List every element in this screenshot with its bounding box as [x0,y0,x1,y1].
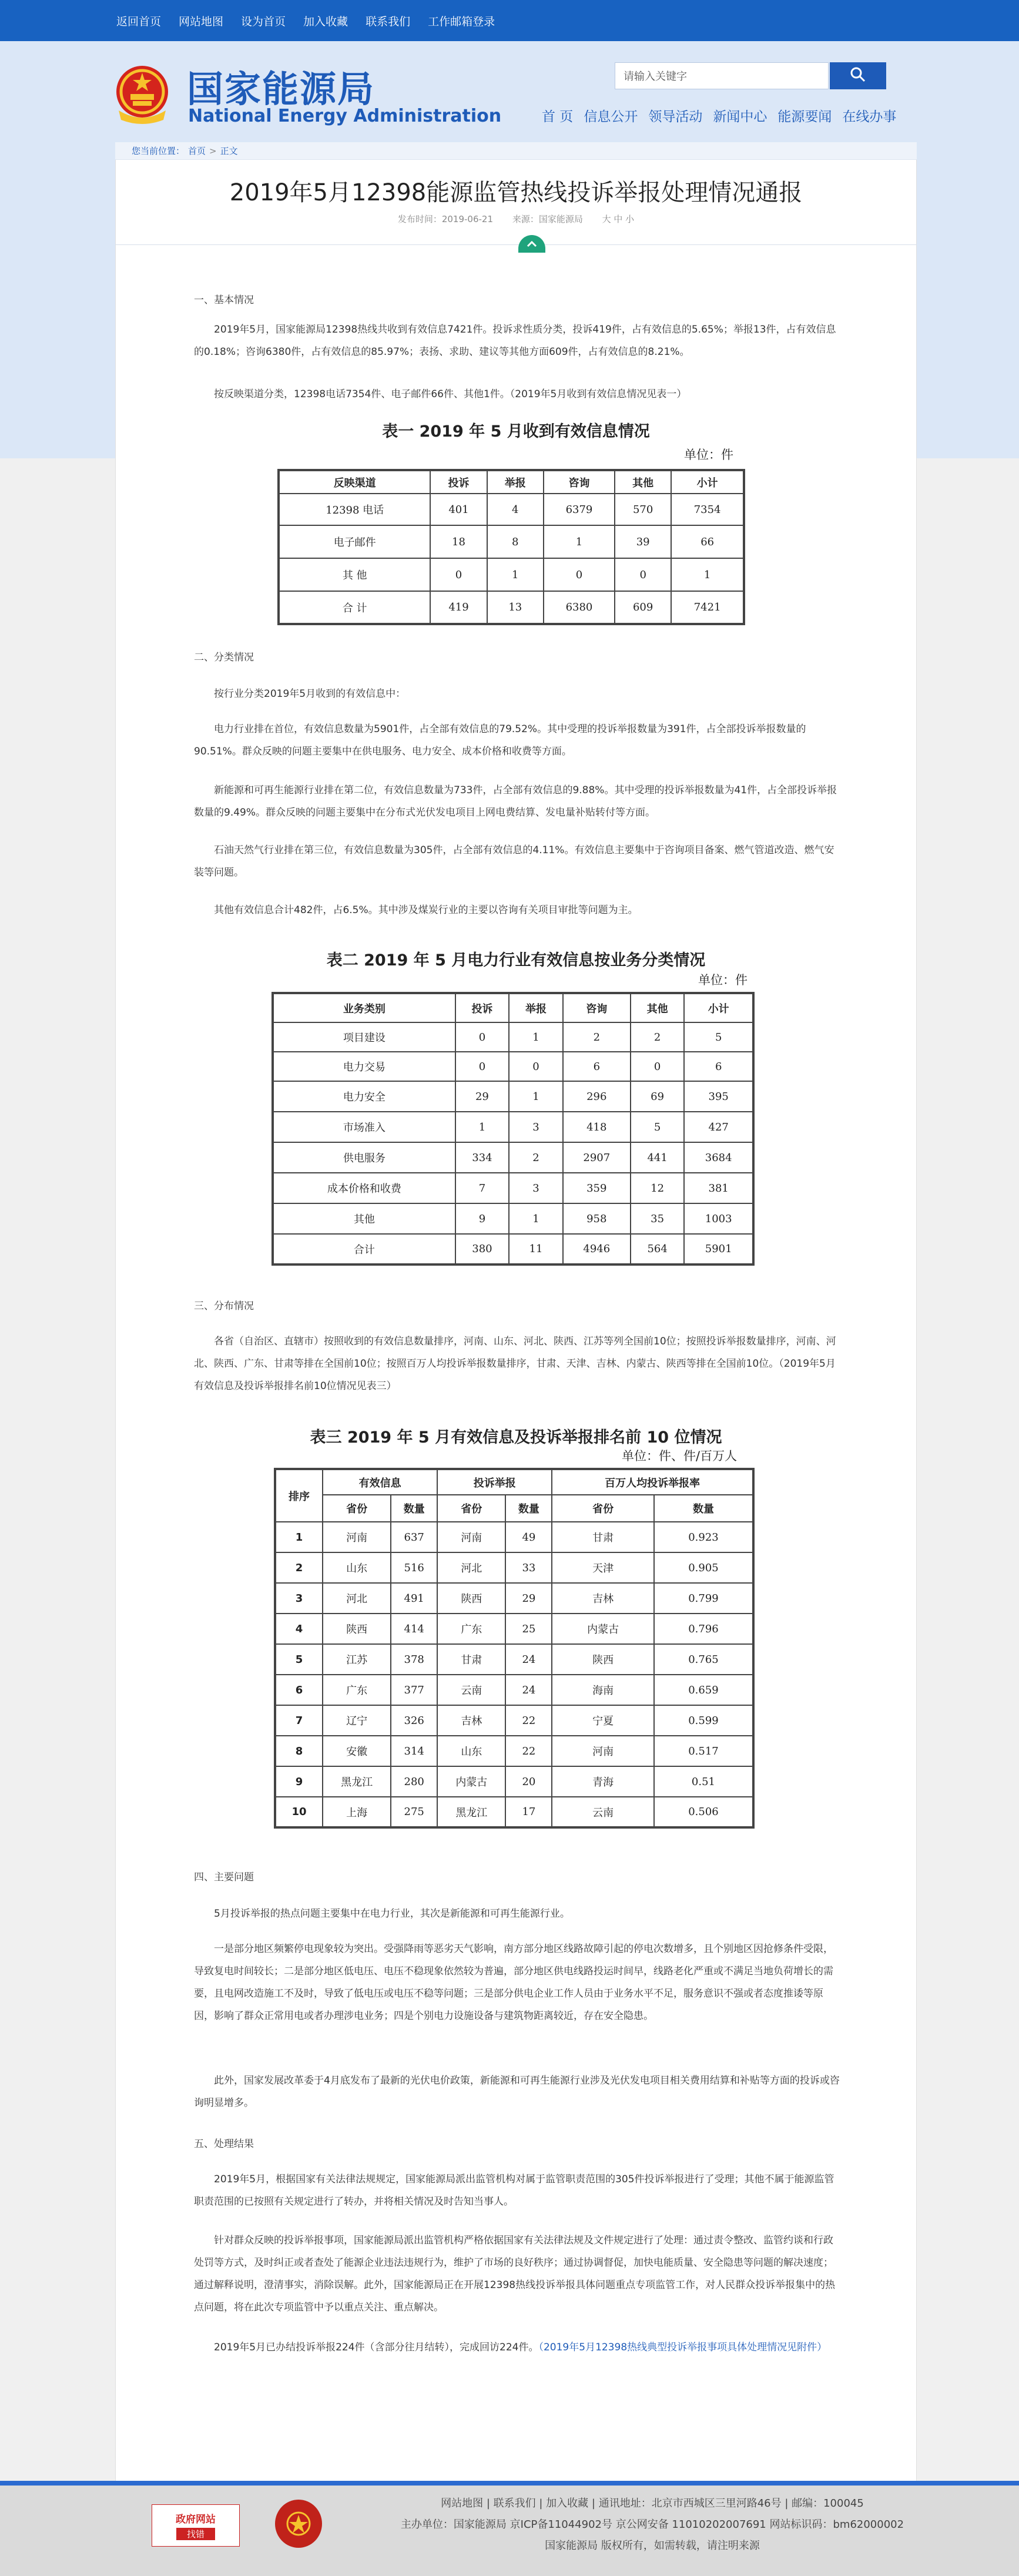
national-emblem-logo[interactable] [113,63,172,125]
table-cell: 24 [505,1675,552,1705]
paragraph: 此外，国家发展改革委于4月底发布了最新的光伏电价政策，新能源和可再生能源行业涉及光伏发电项目相关费用结算和补贴等方面的投诉或咨询明显增多。 [194,2075,840,2109]
table-row [275,1522,753,1552]
table-row [279,558,744,591]
rank-cell: 9 [275,1766,323,1797]
table3 [274,1468,755,1829]
table-cell: 1 [544,525,615,558]
table-cell: 青海 [552,1766,654,1797]
table-cell: 0.659 [654,1675,753,1705]
table-cell: 内蒙古 [437,1766,505,1797]
main-nav [542,106,907,125]
table-cell: 河北 [437,1552,505,1583]
table-cell: 381 [684,1173,753,1203]
table-cell: 380 [455,1234,510,1264]
article-meta [115,213,917,225]
table-cell: 414 [391,1614,437,1644]
table-cell: 市场准入 [273,1112,455,1142]
table-cell: 广东 [437,1614,505,1644]
table-cell: 1 [455,1112,510,1142]
table-row [279,494,744,525]
table-cell: 安徽 [323,1736,391,1766]
table-cell: 陕西 [552,1644,654,1675]
table2-unit: 单位：件 [698,973,748,987]
table-cell: 377 [391,1675,437,1705]
table-cell: 35 [631,1203,685,1234]
table-cell: 3 [509,1173,563,1203]
table-cell: 河南 [552,1736,654,1766]
table-cell: 418 [563,1112,631,1142]
table-cell: 黑龙江 [323,1766,391,1797]
table-cell: 8 [487,525,544,558]
table-header: 其他 [615,470,671,494]
table-cell: 25 [505,1614,552,1644]
table-cell: 合 计 [279,591,430,624]
table-cell: 1 [509,1081,563,1112]
table-cell: 13 [487,591,544,624]
table-row [273,1173,753,1203]
table-header: 排序 [275,1469,323,1522]
table-cell: 1 [487,558,544,591]
table-row [273,1052,753,1081]
footer-copyright: 国家能源局 版权所有，如需转载，请注明来源 [545,2540,760,2552]
table1-title: 表一 2019 年 5 月收到有效信息情况 [382,422,650,441]
table-cell: 0.765 [654,1644,753,1675]
table-cell: 辽宁 [323,1705,391,1736]
rank-cell: 4 [275,1614,323,1644]
rank-cell: 10 [275,1797,323,1827]
footer-links[interactable]: 网站地图 | 联系我们 | 加入收藏 | 通讯地址：北京市西城区三里河路46号 | 邮编：100045 [441,2497,864,2510]
table-cell: 0.599 [654,1705,753,1736]
site-name-en[interactable]: National Energy Administration [188,106,502,126]
table-cell: 2 [509,1142,563,1173]
table-cell: 20 [505,1766,552,1797]
table-header: 百万人均投诉举报率 [552,1469,753,1495]
rank-cell: 2 [275,1552,323,1583]
rank-cell: 1 [275,1522,323,1552]
table-row [275,1705,753,1736]
table-cell: 3 [509,1112,563,1142]
table-cell: 云南 [437,1675,505,1705]
paragraph: 5月投诉举报的热点问题主要集中在电力行业，其次是新能源和可再生能源行业。 [214,1908,570,1920]
table-subheader: 数量 [505,1495,552,1522]
nav-energy-news[interactable]: 能源要闻 [777,109,832,125]
table-cell: 2907 [563,1142,631,1173]
table-cell: 黑龙江 [437,1797,505,1827]
search-button[interactable] [830,62,886,89]
table-cell: 0.796 [654,1614,753,1644]
table-row [275,1552,753,1583]
table-cell: 564 [631,1234,685,1264]
table-cell: 49 [505,1522,552,1552]
table-cell: 334 [455,1142,510,1173]
table-row [273,1022,753,1052]
rank-cell: 7 [275,1705,323,1736]
table-cell: 4 [487,494,544,525]
table-cell: 其 他 [279,558,430,591]
table1 [277,469,745,625]
table-cell: 成本价格和收费 [273,1173,455,1203]
table-row [275,1675,753,1705]
table-cell: 河南 [323,1522,391,1552]
table-header: 反映渠道 [279,470,430,494]
table-cell: 401 [430,494,487,525]
table-cell: 甘肃 [552,1522,654,1552]
paragraph: 针对群众反映的投诉举报事项，国家能源局派出监管机构严格依据国家有关法律法规及文件规定进行了处理：通过责令整改、监管约谈和行政处罚等方式，及时纠正或者查处了能源企业违法违规行为，维护了市场的良好秩序；通过协调督促，加快电能质量、安全隐患等问题的解决速度；通过解释说明，澄清事实，消除误解。此外，国家能源局正在开展12398热线投诉举报具体问题重点专项监管工作，对人民群众投诉举报集中的热点问题，将在此次专项监管中予以重点关注、重点解决。 [194,2235,836,2313]
table-cell: 山东 [437,1736,505,1766]
site-name-cn[interactable]: 国家能源局 [187,68,376,110]
table-cell: 29 [455,1081,510,1112]
table-cell: 宁夏 [552,1705,654,1736]
table-cell: 18 [430,525,487,558]
table-cell: 395 [684,1081,753,1112]
table-header: 咨询 [563,993,631,1022]
table-header: 小计 [684,993,753,1022]
table-cell: 11 [509,1234,563,1264]
table-cell: 378 [391,1644,437,1675]
table2-title: 表二 2019 年 5 月电力行业有效信息按业务分类情况 [326,951,706,970]
table-cell: 1 [509,1203,563,1234]
table-header: 业务类别 [273,993,455,1022]
table-cell: 0 [615,558,671,591]
table-cell: 7421 [671,591,744,624]
table-cell: 39 [615,525,671,558]
table3-unit: 单位：件、件/百万人 [622,1449,738,1463]
table-cell: 海南 [552,1675,654,1705]
table-header: 咨询 [544,470,615,494]
table-cell: 69 [631,1081,685,1112]
table-row [279,591,744,624]
paragraph-last [194,2336,842,2359]
table-header: 投诉举报 [437,1469,552,1495]
section-heading-issues: 四、主要问题 [194,1871,254,1883]
table-cell: 6380 [544,591,615,624]
section-heading-basic: 一、基本情况 [194,294,254,306]
table-cell: 电子邮件 [279,525,430,558]
table-header: 投诉 [430,470,487,494]
table-row [275,1614,753,1644]
table-row [275,1797,753,1827]
search-icon [849,66,867,86]
table-header: 小计 [671,470,744,494]
table-cell: 3684 [684,1142,753,1173]
top-link-contact[interactable]: 联系我们 [366,15,411,28]
paragraph: 电力行业排在首位，有效信息数量为5901件，占全部有效信息的79.52%。其中受理的投诉举报数量为391件，占全部投诉举报数量的90.51%。群众反映的问题主要集中在供电服务、电力安全、成本价格和收费等方面。 [194,723,806,757]
table-cell: 359 [563,1173,631,1203]
table-cell: 0 [455,1022,510,1052]
table-cell: 吉林 [437,1705,505,1736]
table-cell: 5 [631,1112,685,1142]
table-cell: 0 [544,558,615,591]
table-cell: 22 [505,1705,552,1736]
table-cell: 7354 [671,494,744,525]
gov-badge-line1: 政府网站 [176,2514,216,2525]
section-heading-category: 二、分类情况 [194,652,254,663]
gov-site-error-badge[interactable] [152,2504,240,2547]
table-cell: 491 [391,1583,437,1614]
attachment-link[interactable]: （2019年5月12398热线典型投诉举报事项具体处理情况见附件） [538,2342,827,2353]
top-bar [0,0,1019,41]
table-header: 举报 [487,470,544,494]
table-cell: 山东 [323,1552,391,1583]
table-cell: 河南 [437,1522,505,1552]
table-cell: 33 [505,1552,552,1583]
table-cell: 22 [505,1736,552,1766]
table-subheader: 数量 [391,1495,437,1522]
table-cell: 275 [391,1797,437,1827]
table-row [273,1203,753,1234]
breadcrumb-home[interactable]: 首页 [188,146,206,156]
party-org-badge-icon[interactable] [275,2500,322,2548]
table-cell: 441 [631,1142,685,1173]
top-link-home[interactable]: 返回首页 [116,15,162,28]
table-cell: 0.799 [654,1583,753,1614]
top-link-mail-login[interactable]: 工作邮箱登录 [428,15,495,28]
breadcrumb [115,142,917,160]
table-cell: 29 [505,1583,552,1614]
table-subheader: 省份 [323,1495,391,1522]
table-row [275,1766,753,1797]
table-cell: 419 [430,591,487,624]
rank-cell: 5 [275,1644,323,1675]
paragraph: 其他有效信息合计482件，占6.5%。其中涉及煤炭行业的主要以咨询有关项目审批等问题为主。 [214,904,638,916]
paragraph: 各省（自治区、直辖市）按照收到的有效信息数量排序，河南、山东、河北、陕西、江苏等列全国前10位；按照投诉举报数量排序，河南、河北、陕西、广东、甘肃等排在全国前10位；按照百万人均投诉举报数量排序，甘肃、天津、吉林、内蒙古、陕西等排在全国前10位。（2019年5月有效信息及投诉举报排名前10位情况见表三） [194,1336,836,1392]
table-row [279,525,744,558]
table-cell: 609 [615,591,671,624]
table2 [271,992,755,1266]
table-cell: 296 [563,1081,631,1112]
table-cell: 其他 [273,1203,455,1234]
paragraph: 2019年5月，根据国家有关法律法规规定，国家能源局派出监管机构对属于监管职责范围的305件投诉举报进行了受理；其他不属于能源监管职责范围的已按照有关规定进行了转办，并将相关情况及时告知当事人。 [194,2174,834,2208]
table-cell: 66 [671,525,744,558]
paragraph-text: 2019年5月已办结投诉举报224件（含部分往月结转），完成回访224件。 [214,2342,539,2353]
table-cell: 内蒙古 [552,1614,654,1644]
table-row [273,1142,753,1173]
rank-cell: 3 [275,1583,323,1614]
table-cell: 供电服务 [273,1142,455,1173]
table-cell: 326 [391,1705,437,1736]
top-links [116,13,495,29]
nav-home[interactable]: 首 页 [542,109,574,125]
table-header: 其他 [631,993,685,1022]
table-cell: 2 [563,1022,631,1052]
table-cell: 24 [505,1644,552,1675]
gov-badge-line2: 找错 [176,2528,215,2540]
nav-info-disclosure[interactable]: 信息公开 [584,109,638,125]
table-row [275,1583,753,1614]
top-link-set-home[interactable]: 设为首页 [241,15,286,28]
table-subheader: 省份 [552,1495,654,1522]
rank-cell: 8 [275,1736,323,1766]
table-row [273,1234,753,1264]
footer-divider [0,2481,1019,2486]
table-cell: 5901 [684,1234,753,1264]
table-cell: 17 [505,1797,552,1827]
table-cell: 4946 [563,1234,631,1264]
table-subheader: 省份 [437,1495,505,1522]
rank-cell: 6 [275,1675,323,1705]
table-cell: 合计 [273,1234,455,1264]
table-cell: 570 [615,494,671,525]
title-divider [115,244,917,245]
table-cell: 6379 [544,494,615,525]
breadcrumb-sep: > [209,145,217,156]
table-cell: 广东 [323,1675,391,1705]
table-cell: 516 [391,1552,437,1583]
table-cell: 6 [684,1052,753,1081]
nav-news[interactable]: 新闻中心 [713,109,767,125]
section-heading-results: 五、处理结果 [194,2138,254,2150]
table-cell: 0.506 [654,1797,753,1827]
table-cell: 上海 [323,1797,391,1827]
table-cell: 280 [391,1766,437,1797]
article-source: 来源：国家能源局 [512,214,583,224]
nav-leadership[interactable]: 领导活动 [648,109,703,125]
table-cell: 电力安全 [273,1081,455,1112]
breadcrumb-current: 正文 [220,146,238,156]
table-row [275,1644,753,1675]
table-cell: 0.923 [654,1522,753,1552]
table3-title: 表三 2019 年 5 月有效信息及投诉举报排名前 10 位情况 [310,1428,722,1447]
table-cell: 1003 [684,1203,753,1234]
table-cell: 0 [631,1052,685,1081]
table-cell: 陕西 [323,1614,391,1644]
table-subheader: 数量 [654,1495,753,1522]
table-cell: 河北 [323,1583,391,1614]
table-cell: 0 [509,1052,563,1081]
table-cell: 637 [391,1522,437,1552]
table-cell: 0.905 [654,1552,753,1583]
table-cell: 云南 [552,1797,654,1827]
page-title: 2019年5月12398能源监管热线投诉举报处理情况通报 [229,179,803,206]
section-heading-distribution: 三、分布情况 [194,1300,254,1312]
table-cell: 9 [455,1203,510,1234]
table-cell: 电力交易 [273,1052,455,1081]
table-cell: 吉林 [552,1583,654,1614]
table-cell: 6 [563,1052,631,1081]
table-cell: 0.51 [654,1766,753,1797]
font-size-switch[interactable]: 大 中 小 [602,214,635,224]
footer-registration: 主办单位：国家能源局 京ICP备11044902号 京公网安备 11010202007691 网站标识码：bm62000002 [400,2518,904,2531]
table-cell: 7 [455,1173,510,1203]
paragraph: 按行业分类2019年5月收到的有效信息中： [214,688,406,700]
table-header: 投诉 [455,993,510,1022]
table-cell: 12398 电话 [279,494,430,525]
table-header: 举报 [509,993,563,1022]
table-cell: 958 [563,1203,631,1234]
table-header: 有效信息 [323,1469,437,1495]
table-cell: 0.517 [654,1736,753,1766]
table-cell: 1 [509,1022,563,1052]
table-cell: 1 [671,558,744,591]
search-input[interactable]: 请输入关键字 [615,62,829,89]
paragraph: 新能源和可再生能源行业排在第二位，有效信息数量为733件，占全部有效信息的9.88%。其中受理的投诉举报数量为41件，占全部投诉举报数量的9.49%。群众反映的问题主要集中在分布式光伏发电项目上网电费结算、发电量补贴转付等方面。 [194,784,837,819]
table-cell: 天津 [552,1552,654,1583]
table-cell: 项目建设 [273,1022,455,1052]
table-cell: 甘肃 [437,1644,505,1675]
table-cell: 2 [631,1022,685,1052]
top-link-sitemap[interactable]: 网站地图 [179,15,224,28]
table1-unit: 单位：件 [684,448,733,462]
breadcrumb-label: 您当前位置： [132,146,185,156]
table-cell: 5 [684,1022,753,1052]
paragraph: 2019年5月，国家能源局12398热线共收到有效信息7421件。投诉求性质分类，投诉419件，占有效信息的5.65%；举报13件，占有效信息的0.18%；咨询6380件，占有效信息的85.97%；表扬、求助、建议等其他方面609件，占有效信息的8.21%。 [194,324,836,358]
paragraph: 石油天然气行业排在第三位，有效信息数量为305件，占全部有效信息的4.11%。有效信息主要集中于咨询项目备案、燃气管道改造、燃气安装等问题。 [194,844,834,878]
table-cell: 12 [631,1173,685,1203]
table-row [273,1081,753,1112]
nav-online-services[interactable]: 在线办事 [842,109,897,125]
table-cell: 0 [455,1052,510,1081]
table-cell: 0 [430,558,487,591]
table-row [273,1112,753,1142]
publish-date: 发布时间：2019-06-21 [397,214,494,224]
table-cell: 427 [684,1112,753,1142]
table-cell: 314 [391,1736,437,1766]
table-cell: 陕西 [437,1583,505,1614]
paragraph: 一是部分地区频繁停电现象较为突出。受强降雨等恶劣天气影响，南方部分地区线路故障引起的停电次数增多，且个别地区因抢修条件受限，导致复电时间较长；二是部分地区低电压、电压不稳现象依然较为普遍，部分地区供电线路投运时间早，线路老化严重或不满足当地负荷增长的需要，且电网改造施工不及时，导致了低电压或电压不稳等问题；三是部分供电企业工作人员由于业务水平不足，服务意识不强或者态度推诿等原因，影响了群众正常用电或者办理涉电业务；四是个别电力设施设备与建筑物距离较近，存在安全隐患。 [194,1943,833,2022]
table-row [275,1736,753,1766]
paragraph: 按反映渠道分类，12398电话7354件、电子邮件66件、其他1件。（2019年5月收到有效信息情况见表一） [214,388,687,400]
top-link-favorite[interactable]: 加入收藏 [303,15,348,28]
table-cell: 江苏 [323,1644,391,1675]
